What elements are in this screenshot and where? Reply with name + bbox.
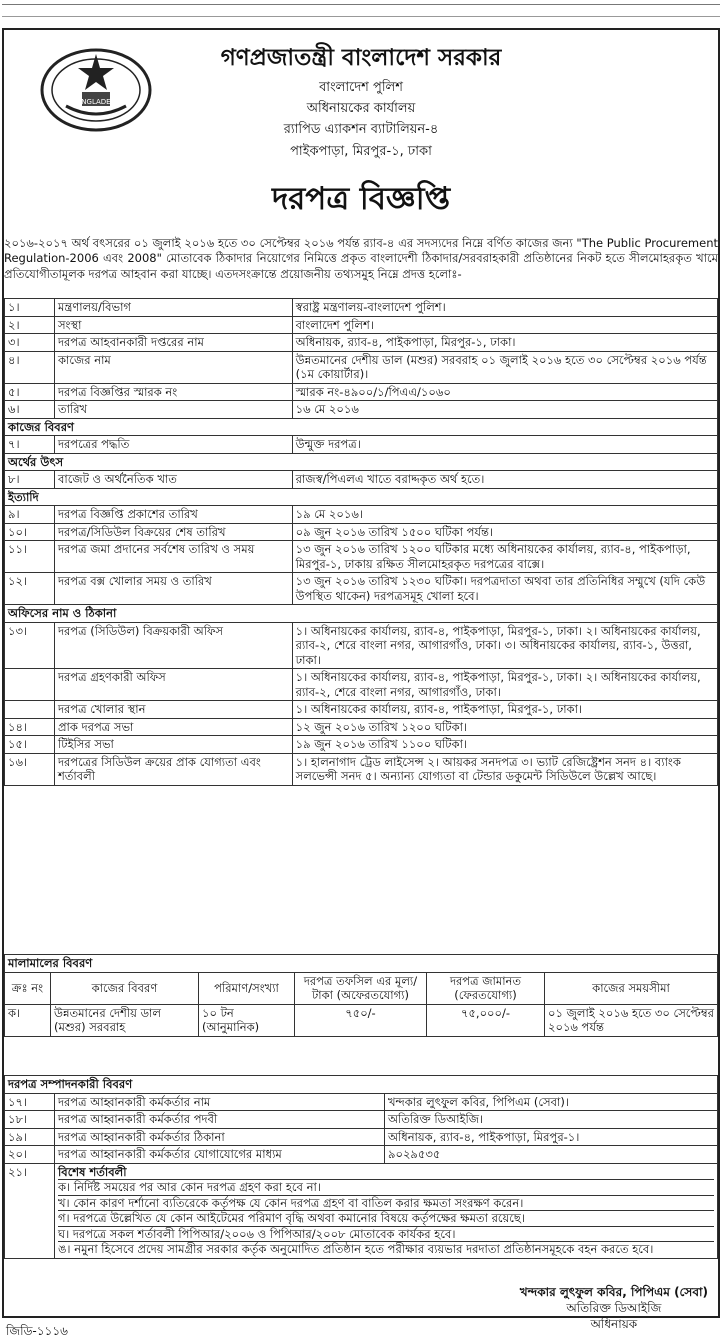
cell: তারিখ: [54, 401, 292, 419]
table-row: [5, 573, 718, 605]
table-row: [5, 436, 718, 454]
cell: টিইসির সভা: [54, 736, 292, 754]
cell: দরপত্র আহ্বানকারী কর্মকর্তার পদবী: [55, 1111, 385, 1129]
cell: ১০ টন (আনুমানিক): [199, 1004, 295, 1036]
col-header: ক্রঃ নং: [5, 972, 51, 1004]
cell: ১০।: [5, 523, 55, 541]
office-line: অধিনায়কের কার্যালয়: [306, 101, 416, 116]
cell: স্বরাষ্ট্র মন্ত্রণালয়-বাংলাদেশ পুলিশ।: [292, 299, 717, 317]
notice-title: দরপত্র বিজ্ঞপ্তি: [271, 181, 451, 217]
cell: দরপত্র বিজ্ঞপ্তি প্রকাশের তারিখ: [54, 506, 292, 524]
cell: ১২ জুন ২০১৬ তারিখ ১২০০ ঘটিকা।: [292, 718, 717, 736]
cell: ১। হালনাগাদ ট্রেড লাইসেন্স ২। আয়কর সনদপত্র ৩। ভ্যাট রেজিষ্ট্রেশন সনদ ৪। ব্যাংক সলভেন্সী সনদ ৫। অন্যান্য যোগ্যতা বা টেন্ডার ডকুমেন্ট সিডিউলে উল্লেখ আছে।: [292, 753, 717, 785]
cell: ৭।: [5, 436, 55, 454]
cell: দরপত্র আহ্বানকারী কর্মকর্তার যোগাযোগের মাধ্যম: [55, 1146, 385, 1164]
table-row: [5, 1093, 718, 1111]
cell: ১৪।: [5, 718, 55, 736]
section-heading: দরপত্র সম্পাদনকারী বিবরণ: [5, 1076, 718, 1094]
cell: দরপত্র আহবানকারী দপ্তরের নাম: [54, 334, 292, 352]
cell: দরপত্র বক্স খোলার সময় ও তারিখ: [54, 573, 292, 605]
cell: ১৩।: [5, 622, 55, 669]
cell: দরপত্র আহ্বানকারী কর্মকর্তার ঠিকানা: [55, 1128, 385, 1146]
table-row: [5, 1111, 718, 1129]
cell: ১১।: [5, 541, 55, 573]
table-row: [5, 753, 718, 785]
col-header: পরিমাণ/সংখ্যা: [199, 972, 295, 1004]
cell: ১৬।: [5, 753, 55, 785]
cell: ১। অধিনায়কের কার্যালয়, র‌্যাব-৪, পাইকপাড়া, মিরপুর-১, ঢাকা। ২। অধিনায়কের কার্যালয়, র‌্যাব-২, শেরে বাংলা নগর, আগারগাঁও, ঢাকা। ৩। অধিনায়কের কার্যালয়, র‌্যাব-১, উত্তরা, ঢাকা।: [292, 622, 717, 669]
term-item: ঘ। দরপত্রে সকল শর্তাবলী পিপিআর/২০০৬ ও পিপিআর/২০০৮ মোতাবেক কার্যকর হবে।: [58, 1226, 714, 1242]
cell: দরপত্র গ্রহণকারী অফিস: [54, 669, 292, 701]
cell: উন্নতমানের দেশীয় ডাল (মশুর) সরবরাহ: [51, 1004, 199, 1036]
cell: ২।: [5, 316, 55, 334]
table-row: [5, 471, 718, 489]
cell: ০১ জুলাই ২০১৬ হতে ৩০ সেপ্টেম্বর ২০১৬ পর্যন্ত: [545, 1004, 718, 1036]
svg-text:BANGLADESH: BANGLADESH: [71, 98, 121, 106]
signatory-name: খন্দকার লুৎফুল কবির, পিপিএম (সেবা): [519, 1285, 708, 1299]
table-row: [5, 506, 718, 524]
table-row: [5, 1128, 718, 1146]
table-row: [5, 334, 718, 352]
section-heading: [5, 488, 718, 506]
cell: ৮।: [5, 471, 55, 489]
table-row: [5, 523, 718, 541]
cell: মন্ত্রণালয়/বিভাগ: [54, 299, 292, 317]
government-title: গণপ্রজাতন্ত্রী বাংলাদেশ সরকার: [220, 45, 502, 71]
cell: ১৩ জুন ২০১৬ তারিখ ১২৩০ ঘটিকা। দরপত্রদাতা অথবা তার প্রতিনিধির সম্মুখে (যদি কেউ উপস্থিত থাকেন) দরপত্রসমূহ খোলা হবে।: [292, 573, 717, 605]
cell: বাজেট ও অর্থনৈতিক খাত: [54, 471, 292, 489]
cell: ৩।: [5, 334, 55, 352]
battalion-line: র‌্যাপিড এ্যাকশন ব্যাটালিয়ন-৪: [283, 122, 439, 137]
cell: ১। অধিনায়কের কার্যালয়, র‌্যাব-৪, পাইকপাড়া, মিরপুর-১, ঢাকা। ২। অধিনায়কের কার্যালয়, র‌্যাব-২, শেরে বাংলা নগর, আগারগাঁও, ঢাকা।: [292, 669, 717, 701]
intro-paragraph: ২০১৬-২০১৭ অর্থ বৎসরের ০১ জুলাই ২০১৬ হতে ৩০ সেপ্টেম্বর ২০১৬ পর্যন্ত র‌্যাব-৪ এর সদস্যদের নিম্নে বর্ণিত কাজের জন্য "The Public Procurement Regulation-2006 এবং 2008" মোতাবেক ঠিকাদার নিয়োগের নিমিত্তে প্রকৃত বাংলাদেশী ঠিকাদার/সরবরাহকারী প্রতিষ্ঠানের নিকট হতে সীলমোহরকৃত খামে প্রতিযোগীতামূলক দরপত্র আহবান করা যাচ্ছে। এতদসংক্রান্তে প্রয়োজনীয় তথ্যসমুহ নিম্নে প্রদত্ত হলোঃ-: [4, 236, 718, 281]
section-title: অফিসের নাম ও ঠিকানা: [5, 605, 718, 623]
table-row: [5, 316, 718, 334]
term-item: ঙ। নমুনা হিসেবে প্রদেয় সামগ্রীর সরকার কর্তৃক অনুমোদিত প্রতিষ্ঠান হতে পরীক্ষার ব্যয়ভার দরদাতা প্রতিষ্ঠানসমূহকে বহন করতে হবে।: [58, 1241, 714, 1257]
table-row: [5, 669, 718, 701]
tender-info-table: [4, 298, 718, 786]
cell: রাজস্ব/পিএলএ খাতে বরাদ্দকৃত অর্থ হতে।: [292, 471, 717, 489]
goods-table: [4, 954, 718, 1037]
cell: [5, 669, 55, 701]
cell: ১৬ মে ২০১৬: [292, 401, 717, 419]
cell: প্রাক দরপত্র সভা: [54, 718, 292, 736]
cell: ২১।: [5, 1163, 55, 1258]
table-row: [5, 718, 718, 736]
cell: ৭৫০/-: [295, 1004, 427, 1036]
table-row: [5, 383, 718, 401]
cell: ১৯।: [5, 1128, 55, 1146]
table-row: [5, 701, 718, 719]
table-row: [5, 401, 718, 419]
gd-number: জিডি-১১১৬: [6, 1324, 68, 1338]
table-row: [5, 351, 718, 383]
cell: ১২।: [5, 573, 55, 605]
cell: দরপত্রের পদ্ধতি: [54, 436, 292, 454]
table-row: [5, 299, 718, 317]
cell: ৫।: [5, 383, 55, 401]
cell: দরপত্রের সিডিউল ক্রয়ের প্রাক যোগ্যতা এবং শর্তাবলী: [54, 753, 292, 785]
section-title: কাজের বিবরণ: [5, 418, 718, 436]
cell: ৬।: [5, 401, 55, 419]
col-header: কাজের বিবরণ: [51, 972, 199, 1004]
address-line: পাইকপাড়া, মিরপুর-১, ঢাকা: [290, 144, 432, 159]
cell: ১৮।: [5, 1111, 55, 1129]
col-header: দরপত্র তফসিল এর মূল্য/টাকা (অফেরতযোগ্য): [295, 972, 427, 1004]
cell: ৯।: [5, 506, 55, 524]
cell: কাজের নাম: [54, 351, 292, 383]
cell: দরপত্র বিজ্ঞপ্তির স্মারক নং: [54, 383, 292, 401]
signatory-role: অধিনায়ক: [590, 1317, 638, 1331]
section-heading: [5, 605, 718, 623]
dept-line: বাংলাদেশ পুলিশ: [319, 80, 403, 95]
cell: দরপত্র/সিডিউল বিক্রয়ের শেষ তারিখ: [54, 523, 292, 541]
cell: অধিনায়ক, র‌্যাব-৪, পাইকপাড়া, মিরপুর-১।: [385, 1128, 718, 1146]
cell: অতিরিক্ত ডিআইজি।: [385, 1111, 718, 1129]
cell: ১। অধিনায়কের কার্যালয়, র‌্যাব-৪, পাইকপাড়া, মিরপুর-১, ঢাকা।: [292, 701, 717, 719]
cell: বাংলাদেশ পুলিশ।: [292, 316, 717, 334]
cell: ১৩ জুন ২০১৬ তারিখ ১২০০ ঘটিকার মধ্যে অধিনায়কের কার্যালয়, র‌্যাব-৪, পাইকপাড়া, মিরপুর-১, ঢাকায় রক্ষিত সীলমোহরকৃত দরপত্রের বাক্সে।: [292, 541, 717, 573]
cell: ১৭।: [5, 1093, 55, 1111]
cell: দরপত্র জমা প্রদানের সর্বশেষ তারিখ ও সময়: [54, 541, 292, 573]
section-title: অর্থের উৎস: [5, 453, 718, 471]
section-heading: মালামালের বিবরণ: [5, 955, 718, 973]
cell: দরপত্র খোলার স্থান: [54, 701, 292, 719]
officer-table: [4, 1075, 718, 1259]
section-heading: [5, 453, 718, 471]
cell: ১৫।: [5, 736, 55, 754]
section-title: ইত্যাদি: [5, 488, 718, 506]
cell: অধিনায়ক, র‌্যাব-৪, পাইকপাড়া, মিরপুর-১, ঢাকা।: [292, 334, 717, 352]
table-row: [5, 622, 718, 669]
cell: উন্মুক্ত দরপত্র।: [292, 436, 717, 454]
cell: খন্দকার লুৎফুল কবির, পিপিএম (সেবা)।: [385, 1093, 718, 1111]
table-row: [5, 541, 718, 573]
table-row: [5, 1146, 718, 1164]
cell: ৯০২৯৫৩৫: [385, 1146, 718, 1164]
cell: উন্নতমানের দেশীয় ডাল (মশুর) সরবরাহ ০১ জুলাই ২০১৬ হতে ৩০ সেপ্টেম্বর ২০১৬ পর্যন্ত (১ম কোয়ার্টার)।: [292, 351, 717, 383]
cell: ১।: [5, 299, 55, 317]
cell: দরপত্র (সিডিউল) বিক্রয়কারী অফিস: [54, 622, 292, 669]
term-item: ক। নির্দিষ্ট সময়ের পর আর কোন দরপত্র গ্রহণ করা হবে না।: [58, 1179, 714, 1195]
cell: ০৯ জুন ২০১৬ তারিখ ১৫০০ ঘটিকা পর্যন্ত।: [292, 523, 717, 541]
cell: সংস্থা: [54, 316, 292, 334]
cell: ৪।: [5, 351, 55, 383]
terms-row: [5, 1163, 718, 1258]
cell: ৭৫,০০০/-: [427, 1004, 545, 1036]
top-rule: [2, 16, 720, 17]
table-row: [5, 736, 718, 754]
col-header: দরপত্র জামানত (ফেরতযোগ্য): [427, 972, 545, 1004]
cell: [5, 701, 55, 719]
section-heading: [5, 418, 718, 436]
cell: স্মারক নং-৪৯০০/১/পিএএ/১০৬০: [292, 383, 717, 401]
signatory-title: অতিরিক্ত ডিআইজি: [566, 1301, 662, 1315]
term-item: গ। দরপত্রে উল্লেখিত যে কোন আইটেমের পরিমাণ বৃদ্ধি অথবা কমানোর বিষয়ে কর্তৃপক্ষের ক্ষমতা রয়েছে।: [58, 1210, 714, 1226]
cell: ২০।: [5, 1146, 55, 1164]
col-header: কাজের সময়সীমা: [545, 972, 718, 1004]
terms-cell: [55, 1163, 718, 1258]
cell: দরপত্র আহ্বানকারী কর্মকর্তার নাম: [55, 1093, 385, 1111]
signature-block: [520, 1284, 708, 1332]
table-row: [5, 1004, 718, 1036]
top-rule: [2, 4, 720, 5]
cell: ১৯ জুন ২০১৬ তারিখ ১১০০ ঘটিকা।: [292, 736, 717, 754]
term-item: খ। কোন কারণ দর্শানো ব্যতিরেকে কর্তৃপক্ষ যে কোন দরপত্র গ্রহণ বা বাতিল করার ক্ষমতা সংরক্ষণ করেন।: [58, 1195, 714, 1211]
cell: ১৯ মে ২০১৬।: [292, 506, 717, 524]
cell: ক।: [5, 1004, 51, 1036]
terms-title: বিশেষ শর্তাবলী: [58, 1164, 127, 1179]
